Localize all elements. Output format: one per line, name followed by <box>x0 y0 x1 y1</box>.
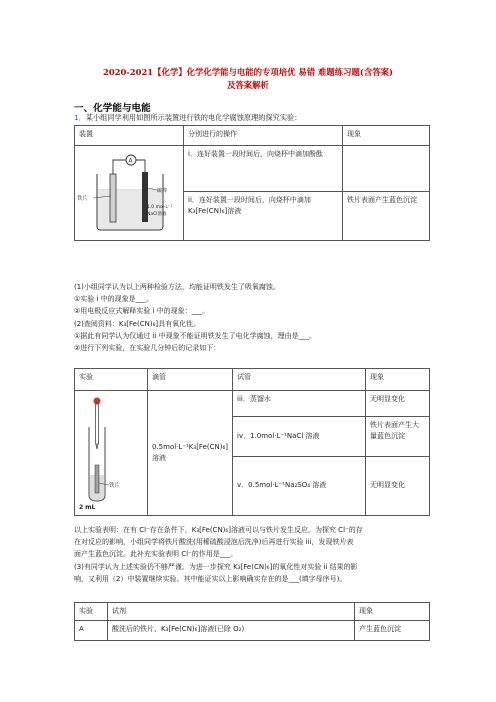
label-carbon-rod: 碳棒 <box>157 188 168 194</box>
experiment-table-3 <box>74 602 430 641</box>
table1-row1-operation: i．连好装置一段时间后，向烧杯中滴加酚酞 <box>184 146 343 192</box>
question-text: 某小组同学利用如图所示装置进行铁的电化学腐蚀原理的探究实验： <box>85 113 302 122</box>
test-tube-figure <box>75 391 143 511</box>
table1-header-operation: 分别进行的操作 <box>184 126 343 146</box>
table2-obs-v: 无明显变化 <box>366 456 430 515</box>
text-line: ①实验 i 中的现象是___。 <box>74 295 154 304</box>
title-line-1: 2020-2021【化学】化学化学能与电能的专项培优 易错 难题练习题(含答案) <box>103 67 393 77</box>
question-1-stem <box>74 113 301 123</box>
electrochemical-apparatus-figure <box>75 146 179 236</box>
table3-row-a-reagent: 酸洗后的铁片、K₃[Fe(CN)₆]溶液(已除 O₂) <box>108 621 355 641</box>
question-parts-2-3 <box>74 524 434 585</box>
table3-row-a-observation: 产生蓝色沉淀 <box>355 621 430 641</box>
table3-header-reagent: 试剂 <box>108 603 355 621</box>
table2-header-dropper: 滴管 <box>148 369 233 391</box>
text-line: (3)有同学认为上述实验仍不够严谨。为进一步探究 K₃[Fe(CN)₆]的氧化性对实验 ii 结果的影 <box>74 562 358 571</box>
label-concentration: 1.0 mol·L⁻¹ <box>147 205 173 210</box>
table2-header-tube: 试管 <box>233 369 366 391</box>
label-nacl: NaCl溶液 <box>147 212 167 217</box>
text-line: ②用电极反应式解释实验 i 中的现象：___。 <box>74 307 210 316</box>
text-line: (2)查阅资料：K₃[Fe(CN)₆]具有氧化性。 <box>74 319 201 328</box>
iron-plate-icon <box>110 174 116 222</box>
svg-text:A: A <box>128 157 133 165</box>
table2-dropper-reagent: 0.5mol·L⁻¹K₃[Fe(CN)₆]溶液 <box>148 391 233 516</box>
table1-row1-observation <box>343 146 430 192</box>
experiment-table-1 <box>74 125 430 241</box>
title-line-2: 及答案解析 <box>227 80 269 90</box>
table2-tube-v: v．0.5mol·L⁻¹Na₂SO₄ 溶液 <box>233 456 366 515</box>
iron-strip-icon <box>95 465 99 493</box>
text-line: 在对反应的影响，小组同学将铁片酸洗(用稀硫酸浸泡后洗净)后再进行实验 iii，发现铁片表 <box>74 538 354 547</box>
table2-tube-iii: iii．蒸馏水 <box>233 391 366 417</box>
test-tube-figure-cell <box>75 391 148 516</box>
question-number: 1． <box>74 113 86 122</box>
text-line: ①据此有同学认为仅通过 ii 中现象不能证明铁发生了电化学腐蚀，理由是___。 <box>74 331 317 340</box>
text-line: (1)小组同学认为以上两种检验方法，均能证明铁发生了吸氧腐蚀。 <box>74 283 280 291</box>
text-line: ②进行下列实验，在实验几分钟后的记录如下： <box>74 344 221 353</box>
table3-row-a-label: A <box>75 621 108 641</box>
label-volume: 2 mL <box>79 504 96 511</box>
dropper-bulb-icon <box>94 398 101 405</box>
label-iron: 铁片 <box>77 196 89 202</box>
table3-header-observation: 现象 <box>355 603 430 621</box>
apparatus-figure-cell <box>75 146 184 241</box>
label-iron-strip: 铁片 <box>109 483 121 489</box>
table2-header-experiment: 实验 <box>75 369 148 391</box>
table1-header-apparatus: 装置 <box>75 126 184 146</box>
table2-tube-iv: iv．1.0mol·L⁻¹NaCl 溶液 <box>233 417 366 456</box>
text-line: 响，又利用（2）中装置继续实验。其中能证实以上影响确实存在的是___(填字母序号)。 <box>74 574 347 583</box>
table1-row2-operation: ii．连好装置一段时间后，向烧杯中滴加K₃[Fe(CN)₆]溶液 <box>184 192 343 241</box>
section-heading: 一、化学能与电能 <box>74 103 151 114</box>
table3-header-experiment: 实验 <box>75 603 108 621</box>
text-line: 以上实验表明：在有 Cl⁻存在条件下，K₃[Fe(CN)₆]溶液可以与铁片发生反应。为探究 Cl⁻的存 <box>74 526 363 534</box>
experiment-table-2 <box>74 368 430 516</box>
table2-obs-iii: 无明显变化 <box>366 391 430 417</box>
document-title <box>60 66 436 92</box>
question-parts-1-2 <box>74 281 434 354</box>
table2-header-observation: 现象 <box>366 369 430 391</box>
dropper-icon <box>96 404 99 444</box>
text-line: 面产生蓝色沉淀。此补充实验表明 Cl⁻的作用是___。 <box>74 550 238 559</box>
table1-row2-observation: 铁片表面产生蓝色沉淀 <box>343 192 430 241</box>
table2-obs-iv: 铁片表面产生大量蓝色沉淀 <box>366 417 430 456</box>
table1-header-observation: 现象 <box>343 126 430 146</box>
